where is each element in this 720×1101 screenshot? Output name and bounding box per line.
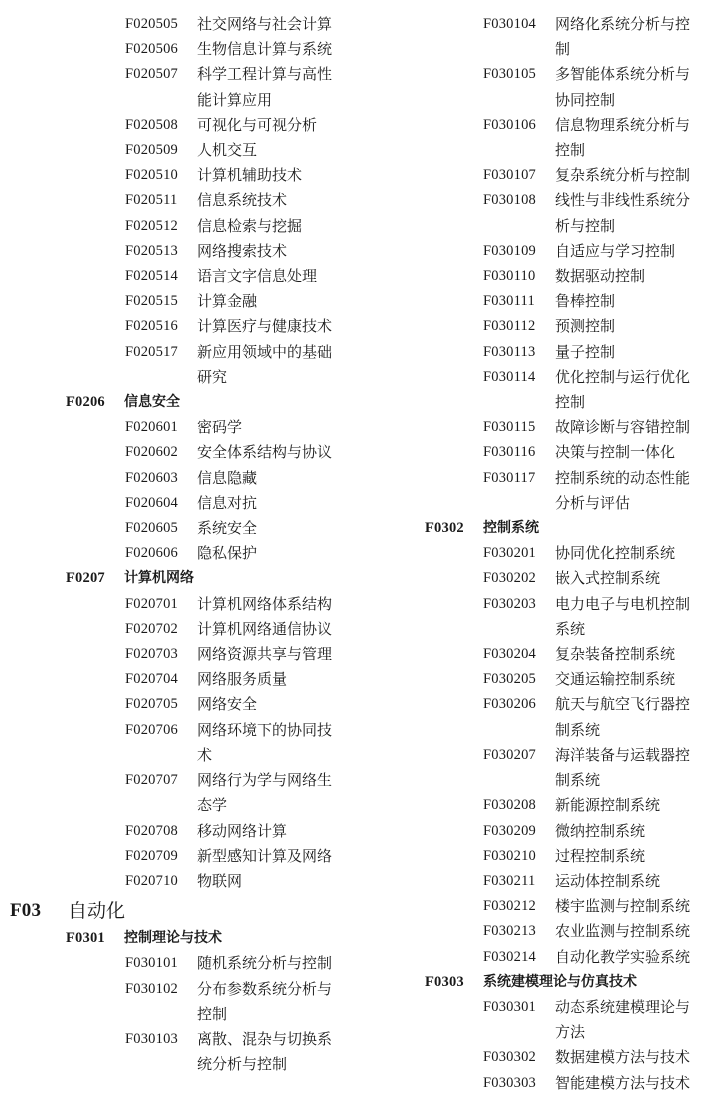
list-item — [405, 592, 715, 642]
list-item — [405, 919, 715, 944]
list-item — [405, 415, 715, 440]
list-item — [0, 951, 350, 976]
entry-name: 网络搜索技术 — [197, 241, 288, 260]
entry-code: F0302 — [425, 520, 464, 537]
entry-code: F0303 — [425, 973, 464, 990]
entry-code: F020606 — [125, 545, 178, 562]
list-item — [0, 692, 350, 717]
entry-name: 信息安全 — [124, 394, 180, 411]
list-item — [0, 289, 350, 314]
entry-code: F030113 — [483, 343, 536, 360]
entry-name: 新应用领域中的基础研究 — [197, 342, 333, 386]
entry-name: 电力电子与电机控制系统 — [555, 594, 691, 638]
list-item — [0, 12, 350, 37]
entry-name: 航天与航空飞行器控制系统 — [555, 695, 691, 739]
right-column — [405, 12, 715, 1096]
entry-code: F030301 — [483, 998, 536, 1015]
entry-name: 控制理论与技术 — [124, 930, 222, 947]
entry-code: F030214 — [483, 948, 536, 965]
list-item — [0, 62, 350, 112]
entry-name: 优化控制与运行优化控制 — [555, 367, 691, 412]
entry-code: F020708 — [125, 822, 178, 839]
entry-code: F020601 — [125, 419, 178, 436]
entry-name: 运动体控制系统 — [555, 871, 661, 890]
entry-code: F020604 — [125, 494, 178, 511]
entry-code: F020515 — [125, 293, 178, 310]
entry-name: 计算机网络通信协议 — [197, 619, 333, 638]
entry-code: F030207 — [483, 746, 536, 763]
entry-code: F030203 — [483, 595, 536, 612]
entry-name: 量子控制 — [555, 342, 616, 361]
entry-code: F030101 — [125, 955, 178, 972]
entry-name: 计算机网络 — [124, 570, 194, 587]
entry-code: F020701 — [125, 595, 178, 612]
entry-name: 信息系统技术 — [197, 191, 288, 210]
entry-name: 随机系统分析与控制 — [197, 954, 333, 973]
list-item — [0, 113, 350, 138]
list-item — [405, 995, 715, 1045]
entry-code: F020508 — [125, 116, 178, 133]
list-item — [0, 491, 350, 516]
entry-name: 嵌入式控制系统 — [555, 569, 661, 588]
list-item — [0, 617, 350, 642]
entry-code: F030111 — [483, 293, 535, 310]
entry-name: 网络资源共享与管理 — [197, 645, 333, 664]
list-item — [0, 214, 350, 239]
entry-code: F030209 — [483, 822, 536, 839]
list-item — [405, 466, 715, 516]
list-item — [405, 743, 715, 793]
entry-code: F030201 — [483, 545, 536, 562]
entry-code: F020703 — [125, 646, 178, 663]
entry-code: F030210 — [483, 847, 536, 864]
entry-name: 海洋装备与运载器控制系统 — [555, 745, 691, 790]
entry-name: 故障诊断与容错控制 — [555, 418, 691, 437]
list-item — [0, 440, 350, 465]
entry-code: F020709 — [125, 847, 178, 864]
entry-name: 决策与控制一体化 — [555, 443, 676, 462]
list-item — [0, 869, 350, 894]
list-item — [0, 516, 350, 541]
list-item — [405, 440, 715, 465]
entry-name: 复杂系统分析与控制 — [555, 166, 691, 185]
list-item — [0, 37, 350, 62]
entry-name: 复杂装备控制系统 — [555, 645, 676, 664]
entry-code: F030205 — [483, 671, 536, 688]
entry-name: 信息对抗 — [197, 493, 258, 512]
entry-code: F020704 — [125, 671, 178, 688]
entry-code: F020517 — [125, 343, 178, 360]
list-item — [405, 844, 715, 869]
entry-name: 新能源控制系统 — [555, 796, 661, 815]
list-item — [405, 1071, 715, 1096]
list-item — [405, 188, 715, 238]
entry-name: 计算机辅助技术 — [197, 166, 303, 185]
entry-code: F020509 — [125, 142, 178, 159]
entry-code: F030105 — [483, 66, 536, 83]
entry-name: 社交网络与社会计算 — [197, 15, 333, 33]
entry-name: 新型感知计算及网络 — [197, 846, 333, 865]
list-item — [405, 113, 715, 163]
list-item — [0, 340, 350, 390]
entry-code: F020710 — [125, 872, 178, 889]
entry-name: 隐私保护 — [197, 544, 258, 563]
entry-code: F030107 — [483, 167, 536, 184]
entry-code: F020705 — [125, 696, 178, 713]
entry-name: 鲁棒控制 — [555, 292, 616, 311]
entry-code: F030303 — [483, 1074, 536, 1091]
entry-name: 微纳控制系统 — [555, 821, 646, 840]
entry-code: F030206 — [483, 696, 536, 713]
entry-name: 控制系统 — [483, 520, 539, 537]
entry-code: F030110 — [483, 268, 536, 285]
entry-name: 计算医疗与健康技术 — [197, 317, 333, 336]
entry-code: F030102 — [125, 980, 178, 997]
left-column — [0, 12, 350, 1077]
list-item — [0, 667, 350, 692]
entry-code: F030104 — [483, 16, 536, 32]
entry-name: 数据建模方法与技术 — [555, 1048, 691, 1067]
list-item — [0, 592, 350, 617]
entry-name: 密码学 — [197, 418, 243, 437]
entry-code: F0207 — [66, 570, 105, 587]
list-item — [405, 340, 715, 365]
entry-name: 物联网 — [197, 871, 243, 890]
entry-code: F030117 — [483, 469, 536, 486]
entry-code: F020511 — [125, 192, 178, 209]
entry-code: F020605 — [125, 520, 178, 537]
list-item — [405, 12, 715, 62]
entry-name: 自适应与学习控制 — [555, 241, 676, 260]
entry-code: F020506 — [125, 41, 178, 58]
list-item — [0, 819, 350, 844]
entry-code: F020514 — [125, 268, 178, 285]
list-item — [0, 844, 350, 869]
entry-name: 协同优化控制系统 — [555, 544, 676, 563]
entry-name: 农业监测与控制系统 — [555, 922, 691, 941]
list-item — [405, 566, 715, 591]
entry-name: 计算金融 — [197, 292, 258, 311]
list-item — [405, 264, 715, 289]
entry-name: 系统建模理论与仿真技术 — [483, 973, 637, 990]
entry-name: 自动化 — [68, 900, 126, 923]
entry-name: 预测控制 — [555, 317, 616, 336]
entry-code: F030103 — [125, 1030, 178, 1047]
list-item — [0, 138, 350, 163]
list-item — [405, 667, 715, 692]
entry-name: 网络服务质量 — [197, 670, 288, 689]
entry-code: F030116 — [483, 444, 536, 461]
entry-name: 安全体系结构与协议 — [197, 443, 333, 462]
entry-code: F030302 — [483, 1049, 536, 1066]
subsection-heading — [405, 970, 715, 995]
list-item — [405, 239, 715, 264]
list-item — [0, 415, 350, 440]
entry-name: 信息物理系统分析与控制 — [555, 115, 691, 160]
list-item — [0, 977, 350, 1027]
entry-code: F030212 — [483, 898, 536, 915]
entry-name: 科学工程计算与高性能计算应用 — [197, 65, 333, 109]
list-item — [0, 188, 350, 213]
list-item — [0, 642, 350, 667]
entry-name: 动态系统建模理论与方法 — [555, 997, 691, 1042]
entry-name: 计算机网络体系结构 — [197, 594, 333, 613]
list-item — [405, 541, 715, 566]
entry-name: 网络安全 — [197, 695, 258, 714]
list-item — [405, 869, 715, 894]
section-heading — [0, 896, 350, 926]
entry-code: F0301 — [66, 930, 105, 947]
entry-code: F020505 — [125, 16, 178, 32]
list-item — [405, 62, 715, 112]
subsection-heading — [0, 926, 350, 951]
entry-code: F020512 — [125, 217, 178, 234]
entry-name: 自动化教学实验系统 — [555, 947, 691, 966]
entry-code: F020510 — [125, 167, 178, 184]
entry-code: F030211 — [483, 872, 536, 889]
entry-name: 智能建模方法与技术 — [555, 1073, 691, 1092]
entry-name: 网络行为学与网络生态学 — [197, 771, 333, 815]
list-item — [405, 163, 715, 188]
list-item — [0, 718, 350, 768]
entry-name: 楼宇监测与控制系统 — [555, 897, 691, 916]
list-item — [405, 692, 715, 742]
entry-code: F030213 — [483, 923, 536, 940]
entry-name: 过程控制系统 — [555, 846, 646, 865]
entry-name: 人机交互 — [197, 141, 258, 160]
entry-code: F020702 — [125, 620, 178, 637]
list-item — [405, 793, 715, 818]
list-item — [0, 1027, 350, 1077]
list-item — [0, 239, 350, 264]
entry-name: 交通运输控制系统 — [555, 670, 676, 689]
subsection-heading — [0, 390, 350, 415]
entry-code: F020707 — [125, 772, 178, 789]
entry-code: F0206 — [66, 394, 105, 411]
entry-code: F020602 — [125, 444, 178, 461]
list-item — [0, 314, 350, 339]
entry-code: F020513 — [125, 242, 178, 259]
list-item — [0, 163, 350, 188]
entry-code: F03 — [10, 900, 42, 922]
entry-code: F020507 — [125, 66, 178, 83]
list-item — [405, 314, 715, 339]
entry-code: F030202 — [483, 570, 536, 587]
list-item — [405, 642, 715, 667]
subsection-heading — [405, 516, 715, 541]
entry-name: 多智能体系统分析与协同控制 — [555, 65, 691, 109]
list-item — [405, 945, 715, 970]
list-item — [405, 1045, 715, 1070]
entry-name: 信息隐藏 — [197, 468, 258, 487]
list-item — [405, 365, 715, 415]
entry-code: F030108 — [483, 192, 536, 209]
list-item — [405, 894, 715, 919]
list-item — [0, 466, 350, 491]
entry-code: F030204 — [483, 646, 536, 663]
entry-code: F030106 — [483, 116, 536, 133]
entry-name: 线性与非线性系统分析与控制 — [555, 191, 691, 235]
entry-name: 可视化与可视分析 — [197, 115, 318, 134]
entry-name: 系统安全 — [197, 519, 258, 538]
entry-name: 网络化系统分析与控制 — [555, 15, 691, 59]
entry-code: F020516 — [125, 318, 178, 335]
entry-code: F030114 — [483, 368, 536, 385]
entry-code: F020706 — [125, 721, 178, 738]
entry-name: 控制系统的动态性能分析与评估 — [555, 468, 691, 512]
entry-code: F030109 — [483, 242, 536, 259]
list-item — [0, 541, 350, 566]
entry-name: 网络环境下的协同技术 — [197, 720, 333, 764]
list-item — [405, 819, 715, 844]
subsection-heading — [0, 566, 350, 591]
list-item — [405, 289, 715, 314]
entry-name: 移动网络计算 — [197, 821, 288, 840]
entry-code: F020603 — [125, 469, 178, 486]
entry-name: 信息检索与挖掘 — [197, 216, 303, 235]
entry-name: 数据驱动控制 — [555, 267, 646, 286]
entry-name: 语言文字信息处理 — [197, 267, 318, 286]
entry-name: 离散、混杂与切换系统分析与控制 — [197, 1029, 333, 1074]
entry-name: 分布参数系统分析与控制 — [197, 979, 333, 1023]
list-item — [0, 768, 350, 818]
entry-code: F030115 — [483, 419, 536, 436]
entry-code: F030112 — [483, 318, 536, 335]
entry-name: 生物信息计算与系统 — [197, 40, 333, 59]
list-item — [0, 264, 350, 289]
entry-code: F030208 — [483, 797, 536, 814]
